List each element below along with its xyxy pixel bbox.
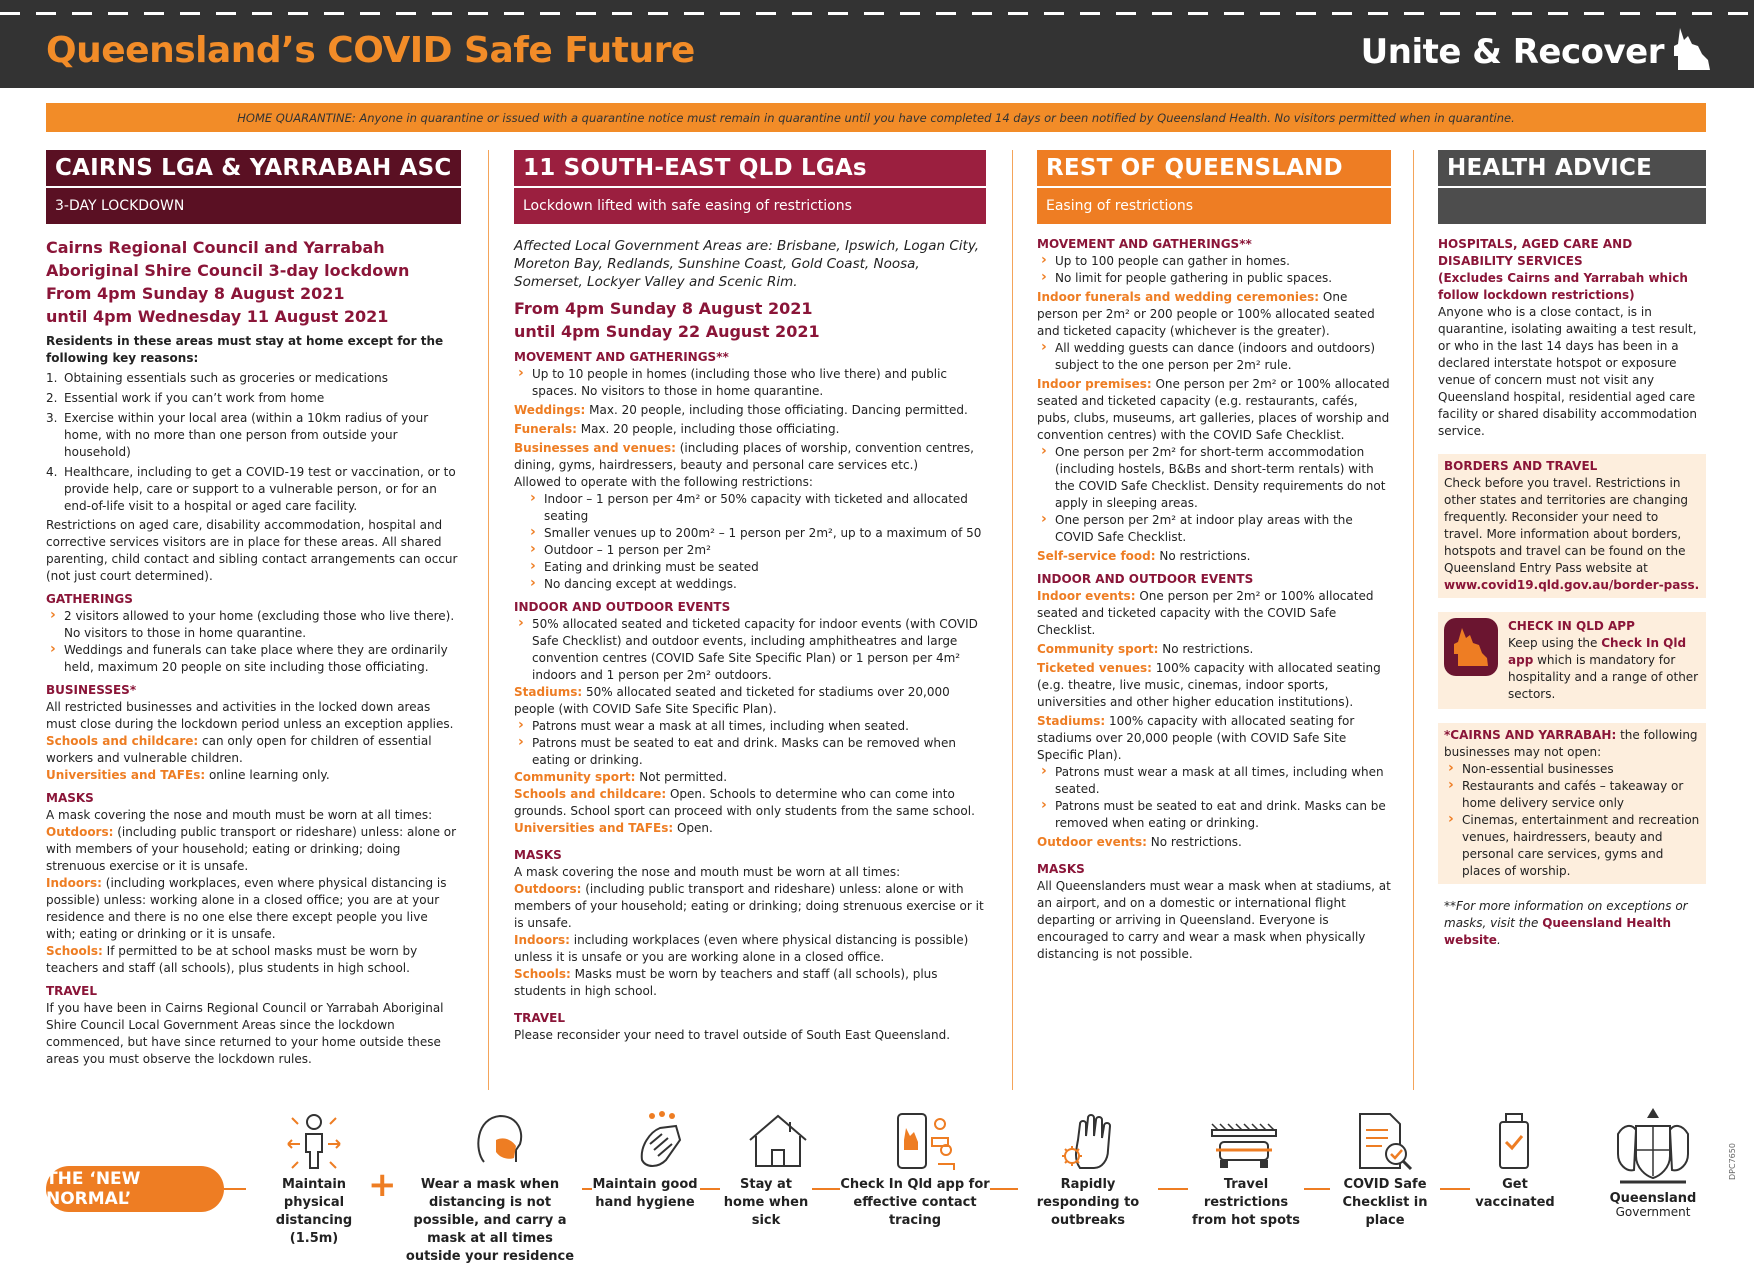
page-title: Queensland’s COVID Safe Future [46, 30, 695, 71]
hospital-exclusion-note: (Excludes Cairns and Yarrabah which follow lockdown restrictions) [1438, 271, 1688, 302]
list-item: › Patrons must wear a mask at all times, including when seated. [514, 718, 986, 735]
list-item: › One person per 2m² for short-term accommodation (including hostels, B&Bs and short-term rentals) with the COVID Safe Checklist. Density requirements do not apply in sleeping areas. [1037, 444, 1391, 512]
section-heading: INDOOR AND OUTDOOR EVENTS [514, 600, 731, 614]
list-item: › Up to 10 people in homes (including those who live there) and public spaces. No visitors to those in home quarantine. [514, 366, 986, 400]
schools-mask-text: Schools: If permitted to be at school masks must be worn by teachers and staff (all schools), plus students in high school. [46, 944, 418, 975]
list-item: › Patrons must wear a mask at all times, including when seated. [1037, 764, 1391, 798]
list-item: › Indoor – 1 person per 4m² or 50% capacity with ticketed and allocated seating [514, 491, 986, 525]
queensland-government-logo [1608, 1104, 1698, 1224]
footer-label: Wear a mask when distancing is not possible, and carry a mask at all times outside your residence [405, 1177, 575, 1264]
travel-text: If you have been in Cairns Regional Council or Yarrabah Aboriginal Shire Council Local Government Areas since the lockdown commenced, but have since returned to your home outside these areas you must observe the lockdown rules. [46, 1001, 444, 1066]
list-item: › Smaller venues up to 200m² – 1 person per 2m², up to a maximum of 50 [514, 525, 986, 542]
indoor-events-text: Indoor events: One person per 2m² or 100% allocated seated and ticketed capacity with the COVID Safe Checklist. [1037, 589, 1374, 637]
list-item: 1. Obtaining essentials such as groceries or medications [46, 371, 389, 385]
seq-end: until 4pm Sunday 22 August 2021 [514, 322, 820, 341]
section-heading: MASKS [1037, 862, 1085, 876]
list-item: 2. Essential work if you can’t work from home [46, 391, 325, 405]
health-subheading-bar [1438, 188, 1706, 224]
column-divider [1413, 150, 1414, 1090]
section-heading: MOVEMENT AND GATHERINGS** [1037, 237, 1252, 251]
borders-box [1438, 454, 1706, 598]
outdoors-text: Outdoors: (including public transport and rideshare) unless: alone or with members of your household; eating or drinking; doing strenuous exercise or it is unsafe. [514, 882, 984, 930]
ticketed-venues-text: Ticketed venues: 100% capacity with allocated seating (e.g. theatre, live music, cinemas, indoor sports, universities and other higher education institutions). [1037, 661, 1381, 709]
coat-of-arms-icon [1608, 1104, 1698, 1188]
lockdown-end: until 4pm Wednesday 11 August 2021 [46, 307, 389, 326]
section-heading: HOSPITALS, AGED CARE AND DISABILITY SERVICES [1438, 237, 1633, 268]
connector-line [224, 1188, 246, 1190]
schools-text: Schools and childcare: Open. Schools to determine who can come into grounds. School sport can proceed with only students from the same school. [514, 787, 975, 818]
seq-subheading: Lockdown lifted with safe easing of restrictions [514, 188, 986, 224]
road-dash-decoration [0, 12, 1754, 15]
section-heading: INDOOR AND OUTDOOR EVENTS [1037, 572, 1254, 586]
stadiums-text: Stadiums: 100% capacity with allocated seating for stadiums over 20,000 people (with COVID Safe Site Specific Plan). [1037, 714, 1355, 762]
affected-areas: Affected Local Government Areas are: Brisbane, Ipswich, Logan City, Moreton Bay, Redlands, Sunshine Coast, Gold Coast, Noosa, Somerset, Lockyer Valley and Scenic Rim. [514, 238, 980, 290]
gov-label: Government [1615, 1205, 1691, 1219]
list-item: 4. Healthcare, including to get a COVID-19 test or vaccination, or to provide help, care or support to a vulnerable person, or for an end-of-life visit to a hospital or aged care facility. [46, 465, 456, 513]
hand-hygiene-icon [636, 1110, 688, 1172]
health-advice-column [1438, 150, 1706, 949]
stay-home-text: Residents in these areas must stay at home except for the following key reasons: [46, 334, 444, 365]
queensland-map-icon [1672, 26, 1712, 74]
list-item: › 50% allocated seated and ticketed capacity for indoor events (with COVID Safe Checklist) and outdoor events, including amphitheatres and large convention centres (COVID Safe Site Specific Plan) or 1 person per 4m² indoors and 1 person per 2m² outdoors. [514, 616, 986, 684]
list-item: › No limit for people gathering in public spaces. [1037, 270, 1391, 287]
connector-line [700, 1188, 720, 1190]
connector-line [1440, 1188, 1470, 1190]
check-in-app-link[interactable]: Check In Qld app [1508, 636, 1687, 667]
border-pass-link[interactable]: www.covid19.qld.gov.au/border-pass. [1444, 578, 1700, 592]
section-heading: MASKS [46, 791, 94, 805]
page-header [0, 0, 1754, 88]
mask-icon [470, 1110, 530, 1172]
indoors-text: Indoors: (including workplaces, even where physical distancing is possible) unless: working alone in a closed office; you are at your residence and there is no one else there except people you live with; eating or drinking or it is unsafe. [46, 876, 447, 941]
seq-column [514, 150, 986, 1044]
funerals-text: Funerals: Max. 20 people, including those officiating. [514, 422, 840, 436]
list-item: › No dancing except at weddings. [514, 576, 986, 593]
community-sport-text: Community sport: Not permitted. [514, 770, 728, 784]
indoors-text: Indoors: including workplaces (even where physical distancing is possible) unless it is unsafe or you are working alone in a closed office. [514, 933, 969, 964]
seq-heading: 11 SOUTH-EAST QLD LGAs [514, 150, 986, 186]
indoor-premises-text: Indoor premises: One person per 2m² or 100% allocated seated and ticketed capacity (e.g. restaurants, cafés, pubs, clubs, museums, art galleries, places of worship and convention centres) with the COVID Safe Checklist. [1037, 377, 1390, 442]
list-item: › Patrons must be seated to eat and drink. Masks can be removed when eating or drinking. [1037, 798, 1391, 832]
section-heading: TRAVEL [46, 984, 98, 998]
unis-text: Universities and TAFEs: Open. [514, 821, 713, 835]
section-heading: BUSINESSES* [46, 683, 137, 697]
masks-intro: A mask covering the nose and mouth must be worn at all times: [514, 865, 901, 879]
column-divider [1012, 150, 1013, 1090]
outdoor-events-text: Outdoor events: No restrictions. [1037, 835, 1242, 849]
phone-app-icon [894, 1110, 958, 1172]
weddings-text: Weddings: Max. 20 people, including those officiating. Dancing permitted. [514, 403, 968, 417]
footer-label: Maintain physical distancing (1.5m) [275, 1177, 353, 1246]
footer-label: Rapidly responding to outbreaks [1036, 1177, 1140, 1228]
footer-label: Stay at home when sick [723, 1177, 809, 1228]
health-heading: HEALTH ADVICE [1438, 150, 1706, 186]
businesses-text: All restricted businesses and activities in the locked down areas must close during the lockdown period unless an exception applies. [46, 700, 454, 731]
list-item: › Weddings and funerals can take place where they are ordinarily held, maximum 20 people on site including those officiating. [46, 642, 461, 676]
list-item: › One person per 2m² at indoor play areas with the COVID Safe Checklist. [1037, 512, 1391, 546]
section-heading: MASKS [514, 848, 562, 862]
restrictions-text: Restrictions on aged care, disability accommodation, hospital and corrective services visitors are in place for these areas. All shared parenting, child contact and sibling contact arrangements can occur (not just court determined). [46, 518, 458, 583]
travel-car-icon [1206, 1110, 1282, 1172]
lockdown-intro [46, 236, 461, 328]
section-heading: CHECK IN QLD APP [1508, 619, 1635, 633]
unis-text: Universities and TAFEs: online learning only. [46, 768, 330, 782]
schools-mask-text: Schools: Masks must be worn by teachers and staff (all schools), plus students in high school. [514, 967, 938, 998]
travel-text: Please reconsider your need to travel outside of South East Queensland. [514, 1028, 951, 1042]
community-sport-text: Community sport: No restrictions. [1037, 642, 1254, 656]
outbreak-hand-icon [1058, 1110, 1120, 1172]
document-reference: DPC7650 [1728, 1143, 1737, 1180]
section-heading: GATHERINGS [46, 592, 133, 606]
self-service-text: Self-service food: No restrictions. [1037, 549, 1251, 563]
check-in-app-icon [1444, 618, 1498, 676]
gov-name: Queensland [1609, 1191, 1697, 1206]
rest-subheading: Easing of restrictions [1037, 188, 1391, 224]
connector-line [1304, 1188, 1330, 1190]
masks-intro: A mask covering the nose and mouth must be worn at all times: [46, 808, 433, 822]
list-item: › Outdoor – 1 person per 2m² [514, 542, 986, 559]
outdoors-text: Outdoors: (including public transport or rideshare) unless: alone or with members of your household; eating or drinking; doing strenuous exercise or it is unsafe. [46, 825, 457, 873]
list-item: › Up to 100 people can gather in homes. [1037, 253, 1391, 270]
house-icon [746, 1110, 810, 1172]
cairns-column [46, 150, 461, 1068]
cairns-subheading: 3-DAY LOCKDOWN [46, 188, 461, 224]
cairns-yarrabah-box [1438, 723, 1706, 884]
home-quarantine-banner: HOME QUARANTINE: Anyone in quarantine or issued with a quarantine notice must remain in quarantine until you have completed 14 days or been notified by Queensland Health. No visitors permitted when in quarantine. [46, 103, 1706, 132]
footer-label: Travel restrictions from hot spots [1192, 1177, 1300, 1228]
brand-slogan: Unite & Recover [1360, 32, 1664, 72]
column-divider [488, 150, 489, 1090]
list-item: 3. Exercise within your local area (within a 10km radius of your home, with no more than one person from outside your household) [46, 411, 429, 459]
list-item: › Cinemas, entertainment and recreation venues, hairdressers, beauty and personal care services, gyms and places of worship. [1444, 812, 1700, 880]
list-item: › Non-essential businesses [1444, 761, 1700, 778]
check-in-box [1438, 612, 1706, 709]
cairns-yarrabah-text: *CAIRNS AND YARRABAH: the following businesses may not open: [1444, 728, 1698, 759]
connector-line [990, 1188, 1018, 1190]
list-item: › 2 visitors allowed to your home (excluding those who live there). No visitors to those in home quarantine. [46, 608, 461, 642]
section-heading: BORDERS AND TRAVEL [1444, 459, 1598, 473]
list-item: › Eating and drinking must be seated [514, 559, 986, 576]
allowed-text: Allowed to operate with the following restrictions: [514, 475, 813, 489]
checklist-icon [1356, 1110, 1414, 1172]
funerals-text: Indoor funerals and wedding ceremonies: One person per 2m² or 200 people or 100% allocated seated and ticketed capacity (whichever is the greater). [1037, 290, 1375, 338]
vaccine-icon [1494, 1110, 1534, 1172]
hospital-text: Anyone who is a close contact, is in quarantine, isolating awaiting a test result, or who in the last 14 days has been in a declared interstate hotspot or exposure venue of concern must not visit any Queensland hospital, residential aged care facility or shared disability accommodation service. [1438, 305, 1697, 438]
reasons-list [46, 370, 461, 515]
masks-text: All Queenslanders must wear a mask when at stadiums, at an airport, and on a domestic or international flight departing or arriving in Queensland. Everyone is encouraged to carry and wear a mask when physically distancing is not possible. [1037, 879, 1391, 961]
rest-of-qld-column [1037, 150, 1391, 963]
section-heading: TRAVEL [514, 1011, 566, 1025]
businesses-text: Businesses and venues: (including places of worship, convention centres, dining, gyms, hairdressers, beauty and personal care services etc.) [514, 441, 974, 472]
plus-icon: + [368, 1165, 397, 1205]
list-item: › Patrons must be seated to eat and drink. Masks can be removed when eating or drinking. [514, 735, 986, 769]
footer-label: COVID Safe Checklist in place [1342, 1177, 1428, 1228]
stadiums-text: Stadiums: 50% allocated seated and ticketed for stadiums over 20,000 people (with COVID Safe Site Specific Plan). [514, 685, 950, 716]
check-in-text: Keep using the Check In Qld app which is mandatory for hospitality and a range of other sectors. [1508, 636, 1699, 701]
cairns-heading: CAIRNS LGA & YARRABAH ASC [46, 150, 461, 186]
seq-start: From 4pm Sunday 8 August 2021 [514, 299, 813, 318]
schools-text: Schools and childcare: can only open for children of essential workers and vulnerable children. [46, 734, 432, 765]
lockdown-title: Cairns Regional Council and Yarrabah Aboriginal Shire Council 3-day lockdown [46, 238, 410, 280]
footer-label: Get vaccinated [1475, 1177, 1555, 1210]
lockdown-start: From 4pm Sunday 8 August 2021 [46, 284, 345, 303]
connector-line [812, 1188, 840, 1190]
list-item: › All wedding guests can dance (indoors and outdoors) subject to the one person per 2m² rule. [1037, 340, 1391, 374]
new-normal-badge: THE ‘NEW NORMAL’ [46, 1166, 224, 1212]
rest-heading: REST OF QUEENSLAND [1037, 150, 1391, 186]
queensland-health-link[interactable]: Queensland Health website [1444, 916, 1672, 947]
footnote: **For more information on exceptions or masks, visit the Queensland Health website. [1444, 899, 1688, 947]
list-item: › Restaurants and cafés – takeaway or home delivery service only [1444, 778, 1700, 812]
section-heading: MOVEMENT AND GATHERINGS** [514, 350, 729, 364]
connector-line [1158, 1188, 1188, 1190]
distancing-icon [284, 1110, 344, 1172]
borders-text: Check before you travel. Restrictions in other states and territories are changing frequently. Reconsider your need to travel. More information about borders, hotspots and travel can be found on the Queensland Entry Pass website at [1444, 476, 1689, 575]
footer-label: Check In Qld app for effective contact tracing [840, 1177, 990, 1228]
footer-label: Maintain good hand hygiene [592, 1177, 698, 1210]
